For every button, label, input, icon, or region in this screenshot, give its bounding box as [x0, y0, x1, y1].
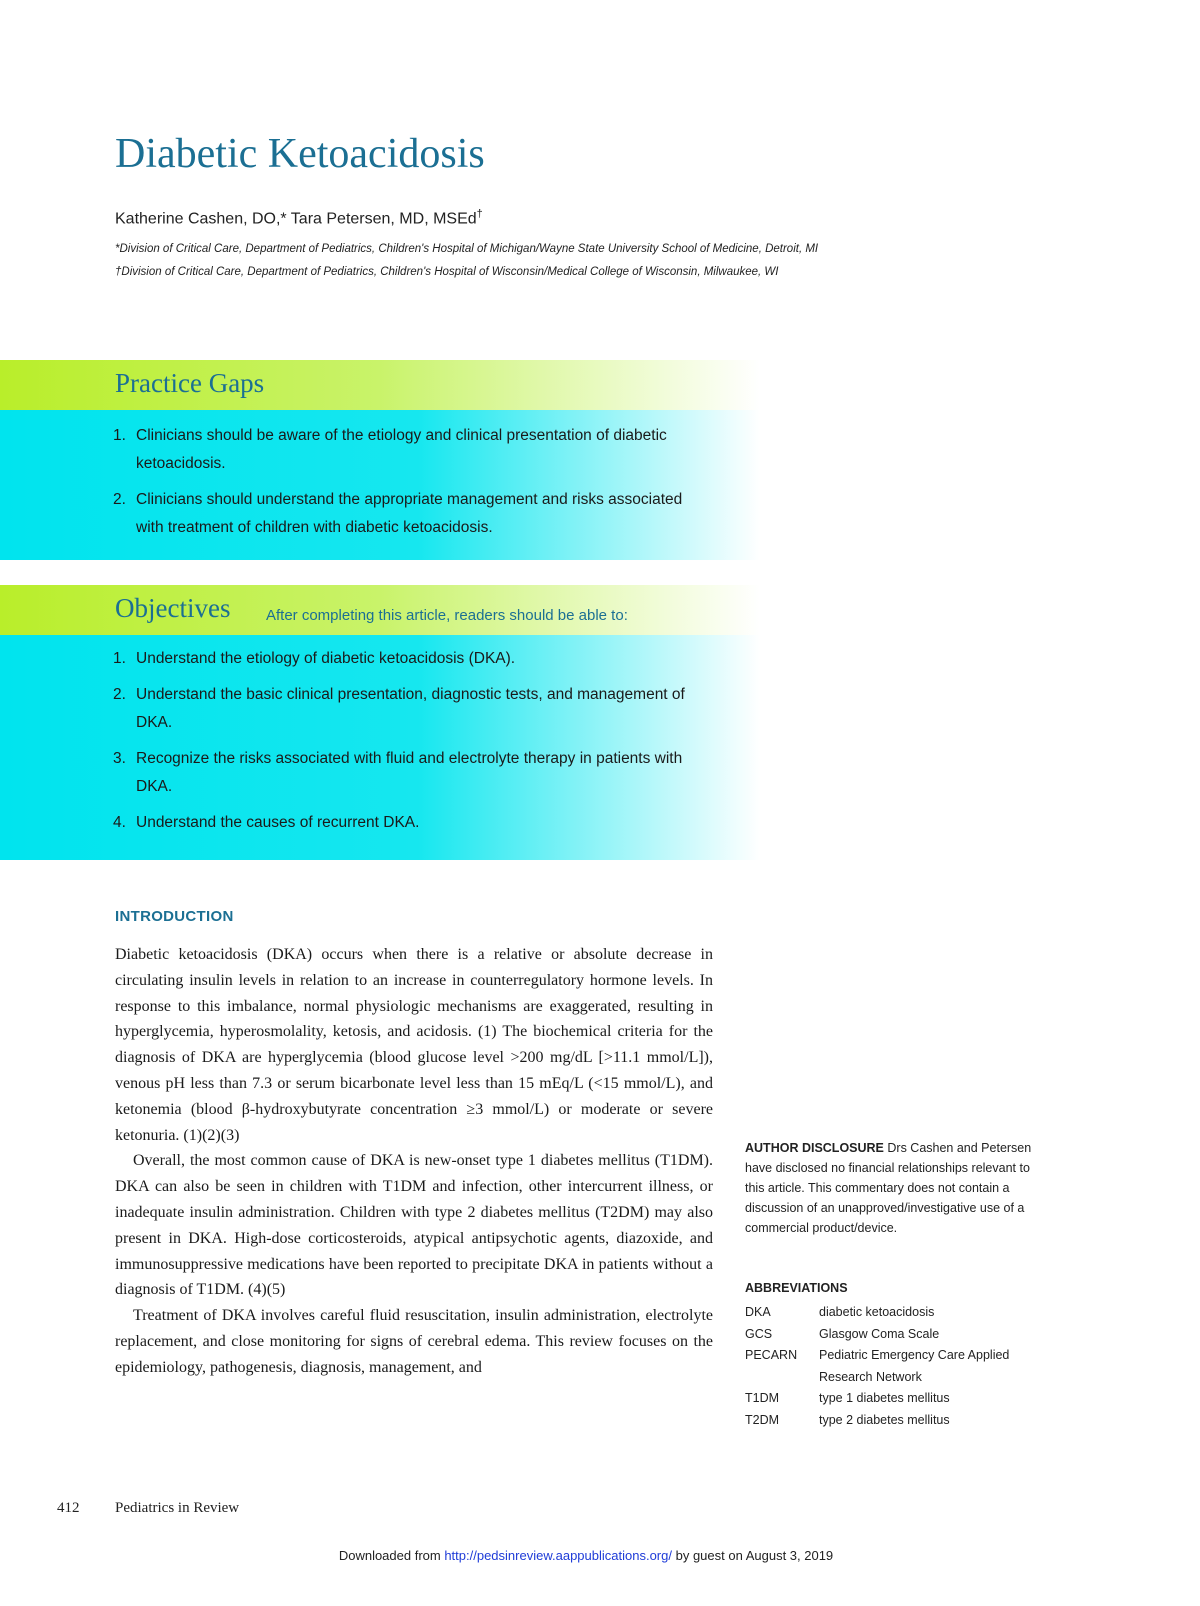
abbreviation-row: [745, 1324, 1045, 1346]
abbreviations-list: [745, 1302, 1045, 1431]
abbreviation: T2DM: [745, 1412, 780, 1427]
item-text: Clinicians should understand the appropriate management and risks associated with treatment of children with diabetic ketoacidosis.: [136, 491, 683, 536]
objectives-heading: Objectives: [115, 593, 231, 623]
abbreviation-meaning: Glasgow Coma Scale: [819, 1326, 940, 1341]
item-text: Recognize the risks associated with fluid and electrolyte therapy in patients with DKA.: [136, 750, 683, 795]
affiliation-2: †Division of Critical Care, Department of Pediatrics, Children's Hospital of Wisconsin/Medical College of Wisconsin, Milwaukee, WI: [115, 266, 779, 278]
item-number: 3.: [113, 750, 126, 767]
abbreviation-meaning: type 2 diabetes mellitus: [819, 1412, 950, 1427]
abbreviation: PECARN: [745, 1348, 798, 1362]
practice-gaps-box: [0, 360, 760, 560]
download-link[interactable]: http://pedsinreview.aappublications.org/: [444, 1548, 672, 1563]
paragraph: Diabetic ketoacidosis (DKA) occurs when there is a relative or absolute decrease in circulating insulin levels in relation to an increase in counterregulatory hormone levels. In response to this imbalance, normal physiologic mechanisms are exaggerated, resulting in hyperglycemia, hyperosmolality, ketosis, and acidosis. (1) The biochemical criteria for the diagnosis of DKA are hyperglycemia (blood glucose level >200 mg/dL [>11.1 mmol/L]), venous pH less than 7.3 or serum bicarbonate level less than 15 mEq/L (<15 mmol/L), and ketonemia (blood β-hydroxybutyrate concentration ≥3 mmol/L) or moderate or severe ketonuria. (1)(2)(3): [115, 946, 713, 1144]
objective-item: [0, 809, 760, 837]
disclosure-text: Drs Cashen and Petersen have disclosed no financial relationships relevant to this article. This commentary does not contain a discussion of an unapproved/investigative use of a commercial product/device.: [745, 1141, 1032, 1235]
introduction-body: [115, 942, 713, 1381]
item-number: 2.: [113, 491, 126, 508]
item-text: Understand the etiology of diabetic ketoacidosis (DKA).: [136, 650, 516, 667]
item-number: 1.: [113, 427, 126, 444]
practice-gap-item: [0, 486, 760, 542]
download-notice: [0, 1548, 1172, 1563]
item-number: 1.: [113, 650, 126, 667]
practice-gaps-header: [0, 360, 760, 410]
disclosure-label: AUTHOR DISCLOSURE: [745, 1141, 884, 1155]
objectives-body: [0, 635, 760, 860]
abbreviation: DKA: [745, 1305, 771, 1319]
practice-gaps-list: [0, 422, 760, 542]
item-number: 4.: [113, 814, 126, 831]
abbreviation-row: [745, 1302, 1045, 1324]
abbreviation-meaning: type 1 diabetes mellitus: [819, 1391, 950, 1405]
objectives-box: [0, 585, 760, 860]
affiliation-1: *Division of Critical Care, Department of Pediatrics, Children's Hospital of Michigan/Wayne State University School of Medicine, Detroit, MI: [115, 243, 819, 255]
practice-gaps-body: [0, 410, 760, 560]
objectives-subheading: After completing this article, readers should be able to:: [266, 607, 628, 624]
author-line: [115, 208, 483, 228]
item-text: Understand the basic clinical presentation, diagnostic tests, and management of DKA.: [136, 686, 685, 731]
objective-item: [0, 681, 760, 737]
author-disclosure: [745, 1138, 1037, 1238]
objectives-header: [0, 585, 760, 635]
abbreviation-row: [745, 1410, 1045, 1432]
objective-item: [0, 745, 760, 801]
item-number: 2.: [113, 686, 126, 703]
item-text: Understand the causes of recurrent DKA.: [136, 814, 420, 831]
item-text: Clinicians should be aware of the etiology and clinical presentation of diabetic ketoacidosis.: [136, 427, 667, 472]
paragraph: Overall, the most common cause of DKA is new-onset type 1 diabetes mellitus (T1DM). DKA can also be seen in children with T1DM and infection, other intercurrent illness, or inadequate insulin administration. Children with type 2 diabetes mellitus (T2DM) may also present in DKA. High-dose corticosteroids, atypical antipsychotic agents, diazoxide, and immunosuppressive medications have been reported to precipitate DKA in patients without a diagnosis of T1DM. (4)(5): [115, 1152, 713, 1299]
page-number: 412: [57, 1500, 80, 1516]
abbreviation-meaning: diabetic ketoacidosis: [819, 1305, 935, 1319]
objectives-list: [0, 645, 760, 837]
author-names: Katherine Cashen, DO,* Tara Petersen, MD, MSEd: [115, 210, 477, 228]
introduction-heading: INTRODUCTION: [115, 908, 234, 925]
paragraph: Treatment of DKA involves careful fluid resuscitation, insulin administration, electrolyte replacement, and close monitoring for signs of cerebral edema. This review focuses on the epidemiology, pathogenesis, diagnosis, management, and: [115, 1307, 713, 1376]
download-prefix: Downloaded from: [338, 1548, 445, 1563]
abbreviations-heading: ABBREVIATIONS: [745, 1281, 848, 1295]
journal-name: Pediatrics in Review: [115, 1500, 240, 1516]
abbreviation-row: [745, 1345, 1045, 1388]
practice-gap-item: [0, 422, 760, 478]
article-title: Diabetic Ketoacidosis: [115, 131, 485, 177]
abbreviation-meaning: Pediatric Emergency Care Applied Research Network: [819, 1348, 1010, 1384]
abbreviation: T1DM: [745, 1391, 780, 1405]
download-suffix: by guest on August 3, 2019: [671, 1548, 834, 1563]
objective-item: [0, 645, 760, 673]
abbreviation-row: [745, 1388, 1045, 1410]
abbreviation: GCS: [745, 1326, 773, 1341]
practice-gaps-heading: Practice Gaps: [115, 368, 265, 398]
author-mark: †: [476, 208, 483, 220]
